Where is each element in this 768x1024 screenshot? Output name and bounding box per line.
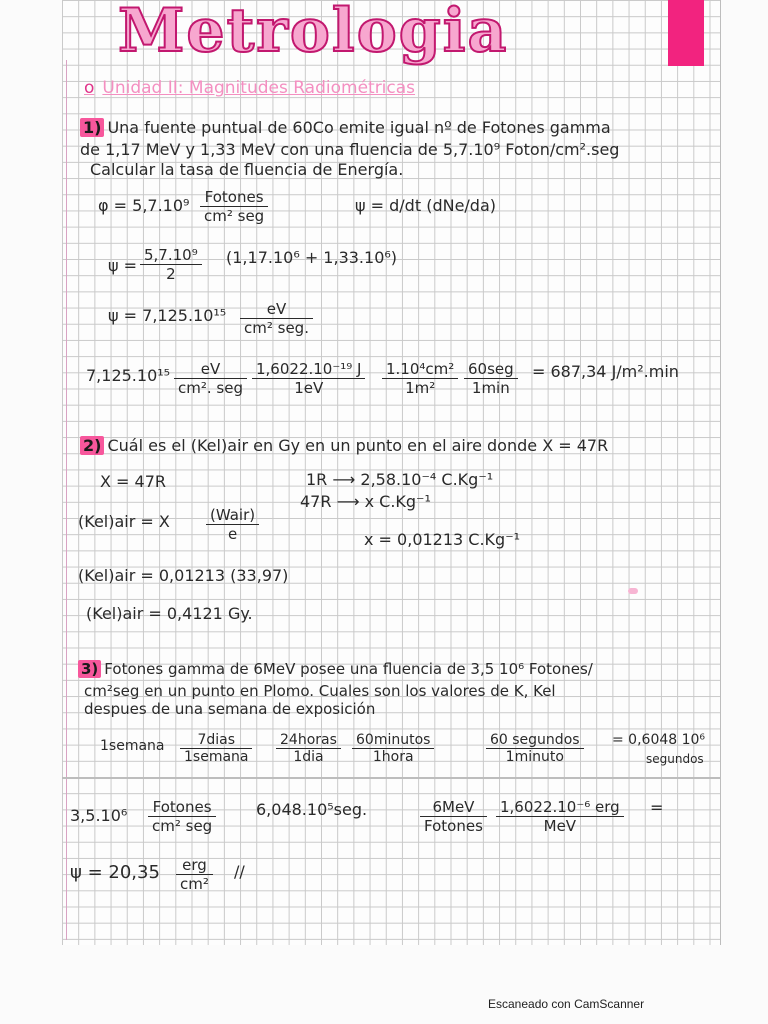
subtitle-text: Unidad II: Magnitudes Radiométricas [102,78,416,98]
conversion-result: = 687,34 J/m².min [532,362,679,381]
calc-f3: 6MeV Fotones [420,798,487,835]
page-title: Metrologia [118,0,509,66]
problem3-line1: 3) Fotones gamma de 6MeV posee una fluencia de 3,5 10⁶ Fotones/ [78,660,593,678]
calc-f4: 1,6022.10⁻⁶ erg MeV [496,798,624,835]
week-f3: 60minutos 1hora [352,732,434,765]
kel-calculation: (Kel)air = 0,01213 (33,97) [78,566,289,585]
problem1-line3: Calcular la tasa de fluencia de Energía. [90,160,404,179]
kel-formula-lhs: (Kel)air = X [78,512,170,531]
psi2-lhs: ψ = 7,125.10¹⁵ [108,306,227,325]
problem2-number: 2) [80,436,104,455]
week-result: = 0,6048 10⁶ [612,732,706,748]
conversion-f2: $\frac{\text{1,6022.10⁻¹⁹ J}}{1eV}$ [252,360,365,397]
calc-equals: = [650,798,664,817]
psi1-lhs: ψ = [108,256,138,275]
psi-final-fraction: erg cm² [176,856,213,893]
problem3-number: 3) [78,660,101,678]
psi-definition: ψ = d/dt (dNe/da) [355,196,496,215]
phi-fraction: Fotones cm² seg [200,188,268,225]
conversion-f1: eV cm². seg [174,360,247,397]
psi1-fraction: $\frac{\text{5,7.10⁹}}{2}$ [140,246,202,283]
x-value: X = 47R [100,472,167,491]
problem1-number: 1) [80,118,104,137]
problem1-line2: de 1,17 MeV y 1,33 MeV con una fluencia de 5,7.10⁹ Foton/cm².seg [80,140,620,159]
scanner-watermark: Escaneado con CamScanner [488,997,645,1011]
week-result-unit: segundos [646,752,704,766]
psi2-fraction: eV cm² seg. [240,300,313,337]
calc-f2: 6,048.10⁵seg. [256,800,368,819]
rule-line-2: 47R ⟶ x C.Kg⁻¹ [300,492,431,511]
page-fold-line [62,777,720,779]
week-lhs: 1semana [100,738,165,754]
problem3-line2: cm²seg en un punto en Plomo. Cuales son los valores de K, Kel [84,682,556,700]
kel-formula-fraction: (Wair) e [206,506,259,543]
phi-lhs: φ = 5,7.10⁹ [98,196,190,215]
rule-line-1: 1R ⟶ 2,58.10⁻⁴ C.Kg⁻¹ [306,470,494,489]
week-f4: 60 segundos 1minuto [486,732,584,765]
psi-final-mark: // [234,862,245,881]
week-f2: 24horas 1dia [276,732,341,765]
problem3-line3: despues de una semana de exposición [84,700,376,718]
calc-f1: Fotones cm² seg [148,798,216,835]
psi1-rhs: (1,17.10⁶ + 1,33.10⁶) [226,248,398,267]
ink-mark [628,588,638,594]
conversion-f4: 60seg 1min [464,360,518,397]
problem1-line1: 1) Una fuente puntual de 60Co emite igual nº de Fotones gamma [80,118,611,137]
week-f1: 7dias 1semana [180,732,252,765]
psi-final-lhs: ψ = 20,35 [70,862,160,883]
bullet-icon: o [84,78,95,98]
x-result: x = 0,01213 C.Kg⁻¹ [364,530,521,549]
conversion-lhs: 7,125.10¹⁵ [86,366,171,385]
problem2-question: 2) Cuál es el (Kel)air en Gy en un punto en el aire donde X = 47R [80,436,608,455]
unit-subtitle [84,78,415,98]
pink-tab-marker [668,0,704,66]
margin-line [66,60,67,940]
calc-lhs: 3,5.10⁶ [70,806,128,825]
kel-result: (Kel)air = 0,4121 Gy. [86,604,253,623]
conversion-f3: $\frac{\text{1.10⁴cm²}}{\text{1m²}}$ [382,360,458,397]
